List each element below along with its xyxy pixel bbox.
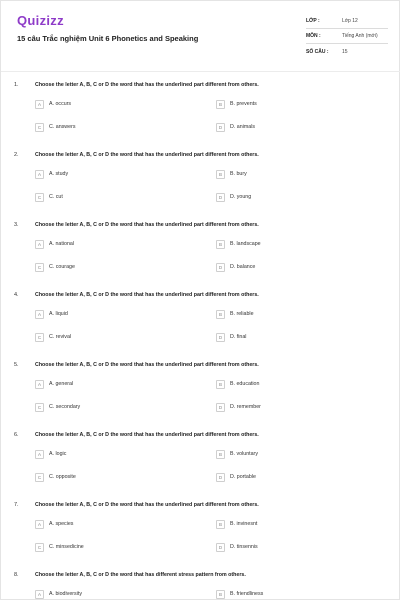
option-text: C. revival — [49, 334, 72, 340]
meta-label: LỚP : — [306, 18, 320, 24]
option-letter-box[interactable]: C — [35, 193, 44, 202]
meta-row-count — [306, 44, 388, 59]
answer-option[interactable] — [216, 542, 258, 552]
question-text: Choose the letter A, B, C or D the word that has different stress pattern from others. — [35, 572, 246, 578]
question-number: 5. — [14, 362, 19, 368]
option-text: B. invinesnt — [230, 521, 258, 527]
option-letter-box[interactable]: A — [35, 170, 44, 179]
option-text: C. cut — [49, 194, 63, 200]
option-letter-box[interactable]: B — [216, 450, 225, 459]
option-letter-box[interactable]: D — [216, 263, 225, 272]
meta-row-subject — [306, 29, 388, 44]
answer-option[interactable] — [35, 332, 71, 342]
answer-option[interactable] — [35, 122, 76, 132]
question-text: Choose the letter A, B, C or D the word that has the underlined part different from others. — [35, 292, 259, 298]
answer-option[interactable] — [216, 309, 254, 319]
option-letter-box[interactable]: B — [216, 380, 225, 389]
option-text: D. balance — [230, 264, 256, 270]
answer-option[interactable] — [216, 169, 247, 179]
answer-option[interactable] — [35, 192, 63, 202]
option-letter-box[interactable]: C — [35, 263, 44, 272]
question-item — [1, 359, 400, 429]
option-text: D. young — [230, 194, 252, 200]
option-letter-box[interactable]: B — [216, 240, 225, 249]
option-text: A. liquid — [49, 311, 68, 317]
option-letter-box[interactable]: D — [216, 403, 225, 412]
worksheet-meta — [306, 14, 388, 59]
answer-option[interactable] — [35, 402, 80, 412]
answer-option[interactable] — [216, 192, 251, 202]
quizizz-logo: Quizizz — [17, 13, 64, 28]
question-text: Choose the letter A, B, C or D the word that has the underlined part different from others. — [35, 432, 259, 438]
question-text: Choose the letter A, B, C or D the word that has the underlined part different from others. — [35, 152, 259, 158]
answer-option[interactable] — [216, 472, 256, 482]
answer-option[interactable] — [35, 589, 82, 599]
answer-option[interactable] — [35, 519, 73, 529]
question-item — [1, 79, 400, 149]
meta-value: 15 — [342, 48, 348, 55]
option-text: D. final — [230, 334, 247, 340]
answer-option[interactable] — [216, 239, 261, 249]
option-text: B. landscape — [230, 241, 261, 247]
option-text: A. logic — [49, 451, 67, 457]
option-letter-box[interactable]: B — [216, 590, 225, 599]
answer-option[interactable] — [35, 472, 76, 482]
option-text: D. animals — [230, 124, 256, 130]
answer-option[interactable] — [216, 332, 247, 342]
option-text: A. study — [49, 171, 69, 177]
option-letter-box[interactable]: A — [35, 100, 44, 109]
option-text: A. species — [49, 521, 74, 527]
meta-label: MÔN : — [306, 33, 321, 39]
option-text: B. education — [230, 381, 260, 387]
option-text: D. remember — [230, 404, 261, 410]
option-text: A. biodiversity — [49, 591, 82, 597]
question-text: Choose the letter A, B, C or D the word that has the underlined part different from others. — [35, 222, 259, 228]
option-text: B. reliable — [230, 311, 254, 317]
question-number: 4. — [14, 292, 19, 298]
answer-option[interactable] — [35, 379, 73, 389]
option-letter-box[interactable]: C — [35, 473, 44, 482]
option-text: B. friendliness — [230, 591, 264, 597]
option-text: A. occurs — [49, 101, 72, 107]
question-item — [1, 289, 400, 359]
answer-option[interactable] — [216, 589, 263, 599]
header-divider — [1, 71, 400, 72]
question-item — [1, 569, 400, 600]
question-list — [1, 79, 400, 600]
answer-option[interactable] — [216, 519, 257, 529]
answer-option[interactable] — [35, 239, 74, 249]
question-item — [1, 219, 400, 289]
option-letter-box[interactable]: B — [216, 100, 225, 109]
meta-value: Tiếng Anh (mới) — [342, 33, 378, 39]
answer-option[interactable] — [216, 402, 261, 412]
option-text: A. national — [49, 241, 75, 247]
answer-option[interactable] — [35, 309, 68, 319]
option-text: C. courage — [49, 264, 75, 270]
option-letter-box[interactable]: C — [35, 543, 44, 552]
option-letter-box[interactable]: D — [216, 193, 225, 202]
option-text: B. voluntary — [230, 451, 258, 457]
option-text: C. secondary — [49, 404, 81, 410]
question-text: Choose the letter A, B, C or D the word that has the underlined part different from others. — [35, 362, 259, 368]
meta-value: Lớp 12 — [342, 18, 358, 24]
question-item — [1, 429, 400, 499]
answer-option[interactable] — [216, 449, 258, 459]
option-letter-box[interactable]: A — [35, 450, 44, 459]
meta-label: SỐ CÂU : — [306, 48, 329, 55]
answer-option[interactable] — [216, 99, 257, 109]
option-text: D. tinsennis — [230, 544, 258, 550]
option-letter-box[interactable]: B — [216, 170, 225, 179]
option-letter-box[interactable]: D — [216, 333, 225, 342]
option-letter-box[interactable]: A — [35, 310, 44, 319]
question-text: Choose the letter A, B, C or D the word that has the underlined part different from others. — [35, 502, 259, 508]
option-text: C. opposite — [49, 474, 76, 480]
option-letter-box[interactable]: C — [35, 333, 44, 342]
answer-option[interactable] — [35, 169, 68, 179]
option-text: B. bury — [230, 171, 247, 177]
option-letter-box[interactable]: D — [216, 473, 225, 482]
answer-option[interactable] — [216, 262, 255, 272]
answer-option[interactable] — [35, 99, 71, 109]
option-letter-box[interactable]: B — [216, 520, 225, 529]
answer-option[interactable] — [35, 449, 66, 459]
option-letter-box[interactable]: A — [35, 380, 44, 389]
option-text: D. portable — [230, 474, 256, 480]
question-number: 7. — [14, 502, 19, 508]
option-letter-box[interactable]: A — [35, 520, 44, 529]
option-text: B. prevents — [230, 101, 257, 107]
answer-option[interactable] — [216, 379, 259, 389]
question-item — [1, 499, 400, 569]
option-text: C. answers — [49, 124, 76, 130]
question-number: 1. — [14, 82, 19, 88]
answer-option[interactable] — [35, 262, 75, 272]
option-letter-box[interactable]: B — [216, 310, 225, 319]
worksheet-header — [1, 1, 399, 73]
option-letter-box[interactable]: C — [35, 403, 44, 412]
question-item — [1, 149, 400, 219]
question-number: 6. — [14, 432, 19, 438]
question-text: Choose the letter A, B, C or D the word that has the underlined part different from others. — [35, 82, 259, 88]
option-letter-box[interactable]: C — [35, 123, 44, 132]
option-letter-box[interactable]: D — [216, 543, 225, 552]
option-letter-box[interactable]: A — [35, 590, 44, 599]
answer-option[interactable] — [35, 542, 84, 552]
meta-row-class — [306, 14, 388, 29]
worksheet-title: 15 câu Trắc nghiệm Unit 6 Phonetics and Speaking — [17, 34, 199, 43]
option-text: C. minsedicine — [49, 544, 84, 550]
option-letter-box[interactable]: A — [35, 240, 44, 249]
question-number: 3. — [14, 222, 19, 228]
answer-option[interactable] — [216, 122, 255, 132]
question-number: 2. — [14, 152, 19, 158]
option-letter-box[interactable]: D — [216, 123, 225, 132]
option-text: A. general — [49, 381, 74, 387]
question-number: 8. — [14, 572, 19, 578]
